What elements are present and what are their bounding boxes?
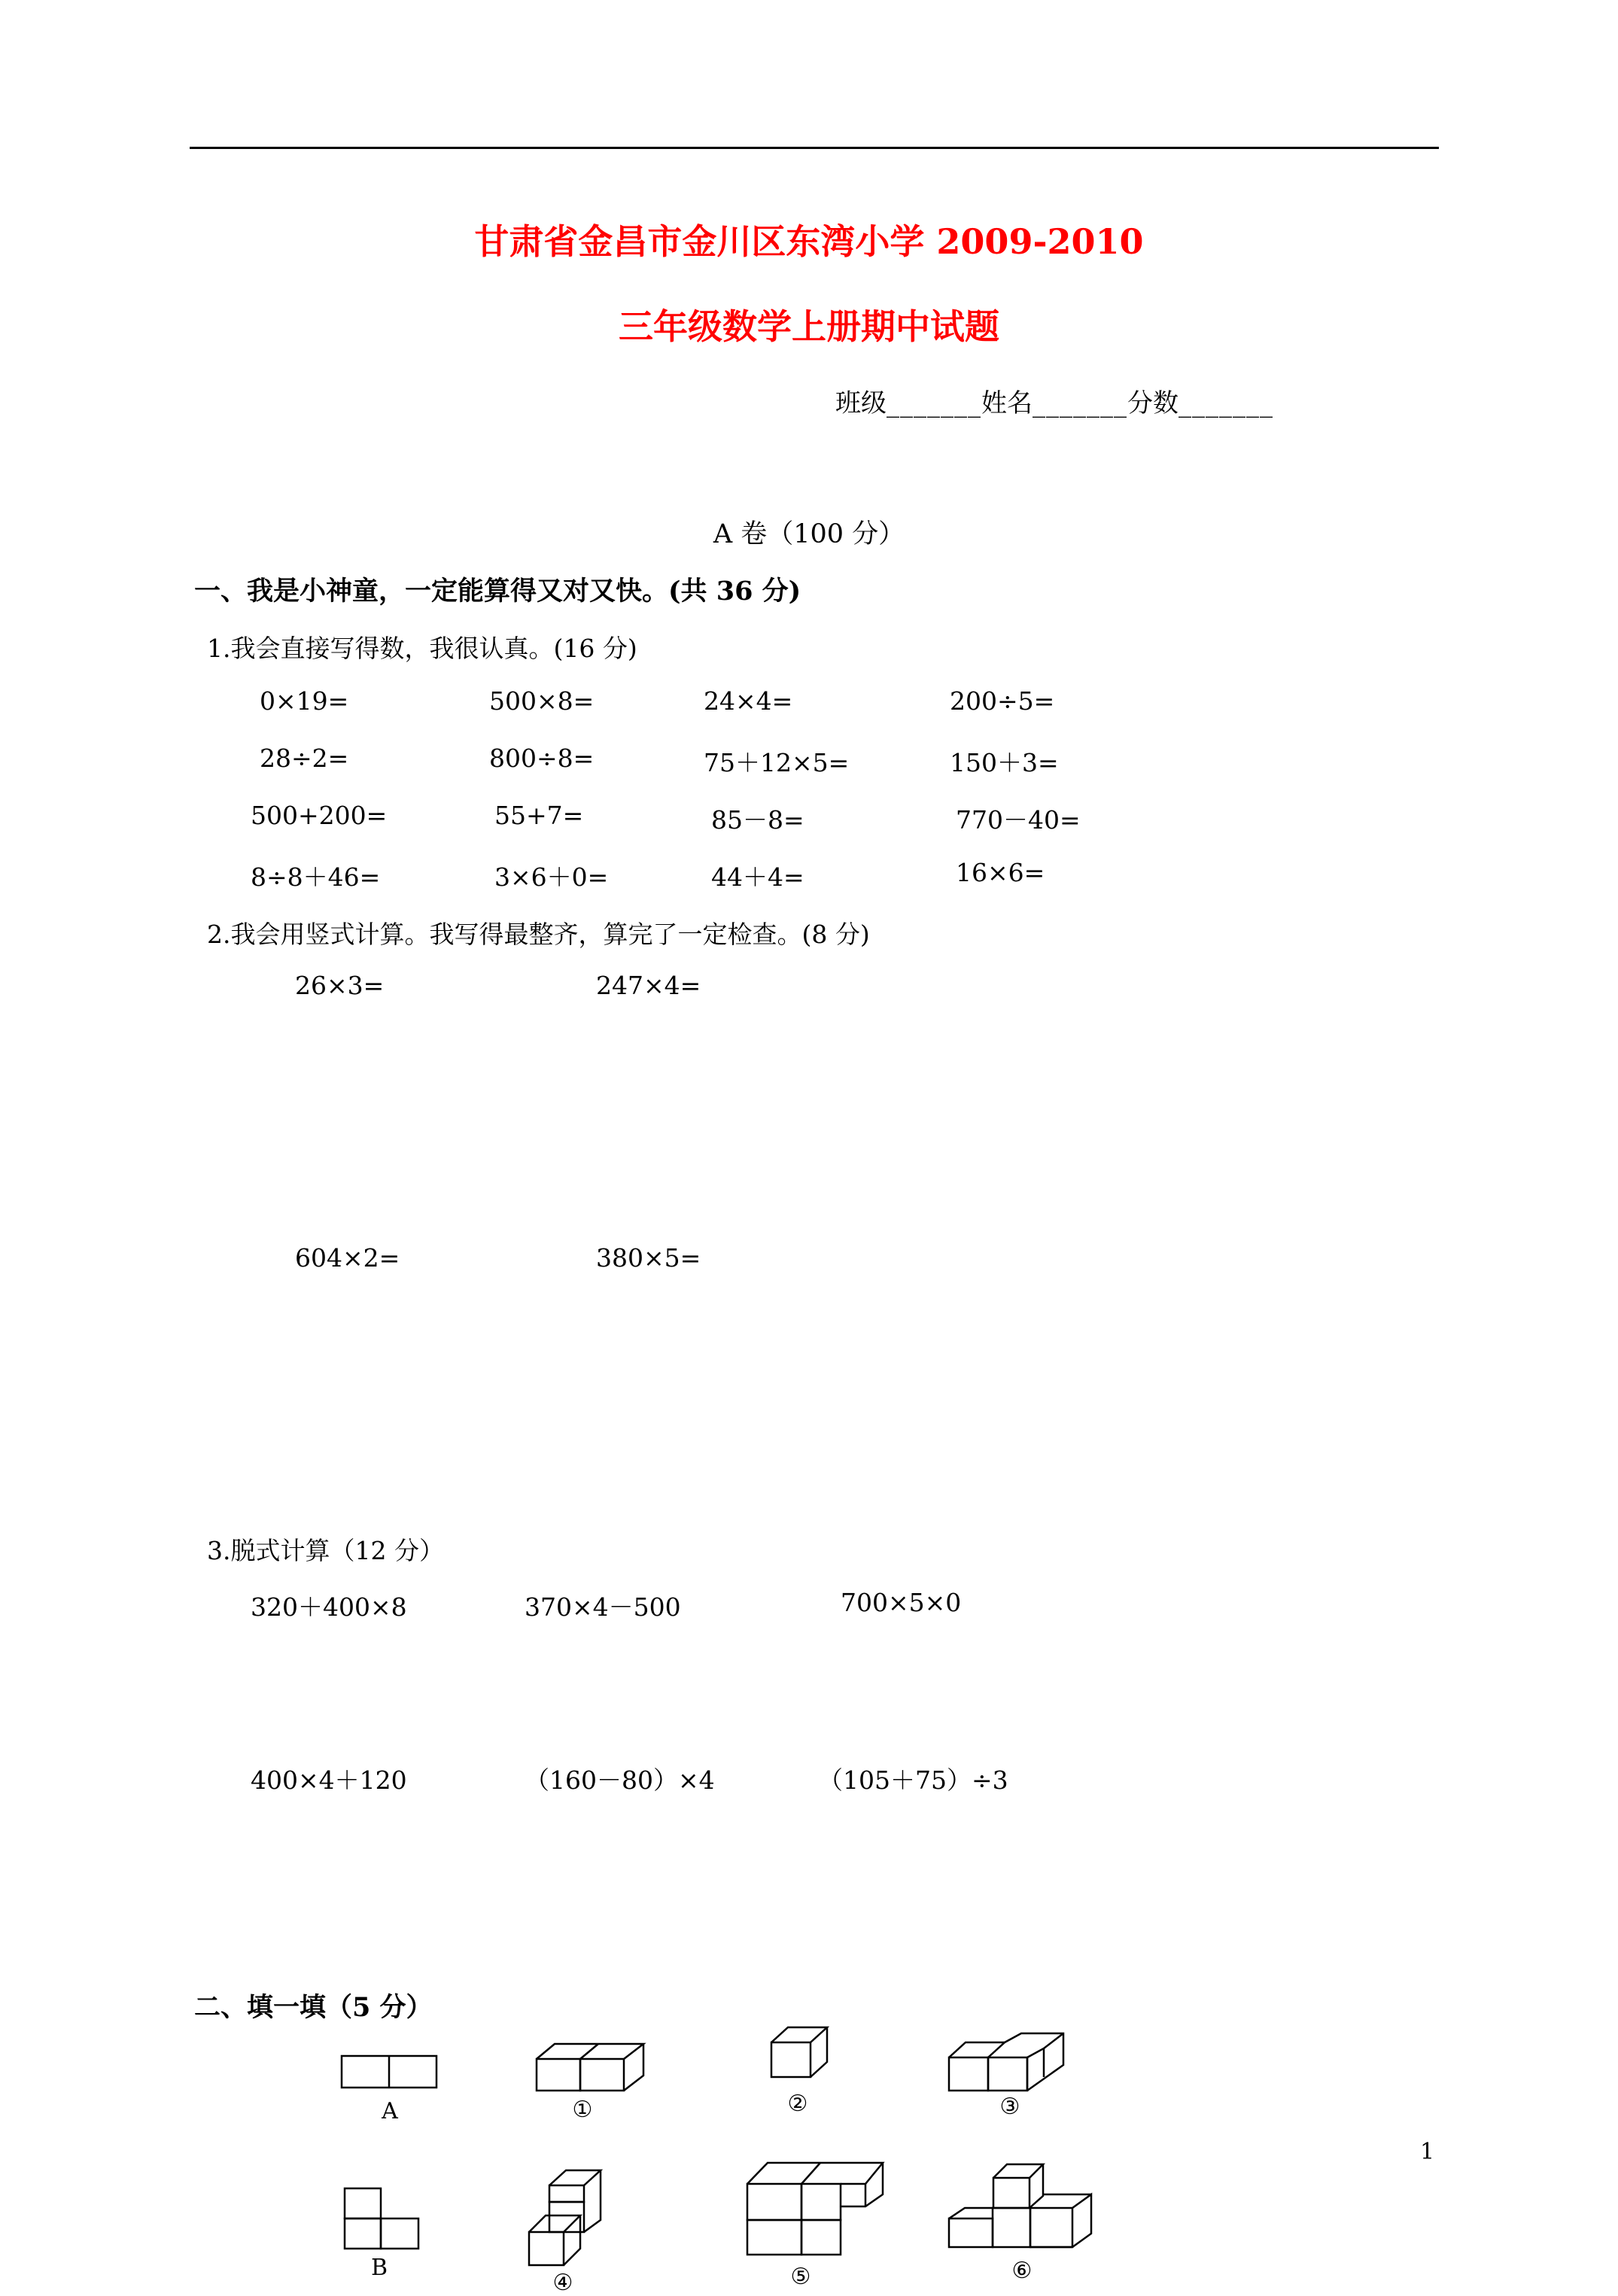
q3-item4: 400×4＋120 <box>251 1765 407 1795</box>
q1-r2-c3: 75＋12×5= <box>704 748 850 777</box>
page-number: 1 <box>1420 2139 1435 2165</box>
figure-5 <box>745 2160 887 2258</box>
q1-r1-c4: 200÷5= <box>950 686 1055 716</box>
figure-b <box>342 2186 422 2251</box>
figure-3 <box>947 2032 1067 2094</box>
section1-heading: 一、我是小神童，一定能算得又对又快。(共 36 分) <box>194 576 801 607</box>
figure-6 <box>947 2161 1097 2250</box>
q1-r4-c1: 8÷8＋46= <box>251 862 381 892</box>
q1-r2-c4: 150＋3= <box>950 748 1059 777</box>
q1-r3-c3: 85－8= <box>711 805 804 835</box>
figure-a-label: A <box>382 2098 398 2124</box>
q1-r3-c4: 770－40= <box>956 805 1081 835</box>
q1-r2-c2: 800÷8= <box>489 744 595 773</box>
figure-1-label: ① <box>572 2097 593 2123</box>
q2-item1: 26×3= <box>295 971 385 1000</box>
q3-item6: （105＋75）÷3 <box>818 1765 1008 1795</box>
score-blank[interactable]: _______ <box>1179 388 1273 418</box>
doc-title-line2: 三年级数学上册期中试题 <box>619 306 999 347</box>
name-label: 姓名 <box>981 388 1033 418</box>
q2-item4: 380×5= <box>596 1243 701 1273</box>
section2-heading: 二、填一填（5 分） <box>194 1992 433 2023</box>
class-blank[interactable]: _______ <box>887 388 981 418</box>
figure-a <box>340 2054 439 2091</box>
q1-r1-c3: 24×4= <box>704 686 793 716</box>
doc-title-line1: 甘肃省金昌市金川区东湾小学 2009-2010 <box>474 221 1144 262</box>
figure-6-label: ⑥ <box>1011 2258 1033 2284</box>
q1-r3-c2: 55+7= <box>494 801 584 830</box>
figure-4-label: ④ <box>552 2270 573 2296</box>
q3-title: 3.脱式计算（12 分） <box>207 1536 444 1565</box>
score-label: 分数 <box>1127 388 1179 418</box>
q3-item1: 320＋400×8 <box>251 1592 407 1622</box>
q1-r4-c2: 3×6＋0= <box>494 862 609 892</box>
q1-r4-c4: 16×6= <box>956 858 1045 887</box>
figure-1 <box>534 2041 647 2094</box>
figure-b-label: B <box>370 2255 388 2281</box>
figure-5-label: ⑤ <box>790 2264 811 2290</box>
q1-r1-c1: 0×19= <box>260 686 349 716</box>
q1-r2-c1: 28÷2= <box>260 744 349 773</box>
q1-r1-c2: 500×8= <box>489 686 595 716</box>
class-label: 班级 <box>835 388 887 418</box>
volume-a-heading: A 卷（100 分） <box>713 519 905 549</box>
q3-item5: （160－80）×4 <box>525 1765 715 1795</box>
q2-title: 2.我会用竖式计算。我写得最整齐，算完了一定检查。(8 分) <box>207 920 870 949</box>
q1-title: 1.我会直接写得数，我很认真。(16 分) <box>207 634 637 663</box>
student-info-fields <box>835 382 1273 419</box>
q1-r4-c3: 44＋4= <box>711 862 804 892</box>
figure-4 <box>527 2167 611 2270</box>
header-rule <box>190 147 1439 149</box>
q2-item3: 604×2= <box>295 1243 400 1273</box>
q3-item3: 700×5×0 <box>841 1588 962 1617</box>
q2-item2: 247×4= <box>596 971 701 1000</box>
name-blank[interactable]: _______ <box>1033 388 1127 418</box>
figure-2-label: ② <box>787 2091 808 2117</box>
figure-2 <box>769 2024 831 2082</box>
q3-item2: 370×4－500 <box>525 1592 681 1622</box>
q1-r3-c1: 500+200= <box>251 801 388 830</box>
figure-3-label: ③ <box>999 2094 1020 2120</box>
